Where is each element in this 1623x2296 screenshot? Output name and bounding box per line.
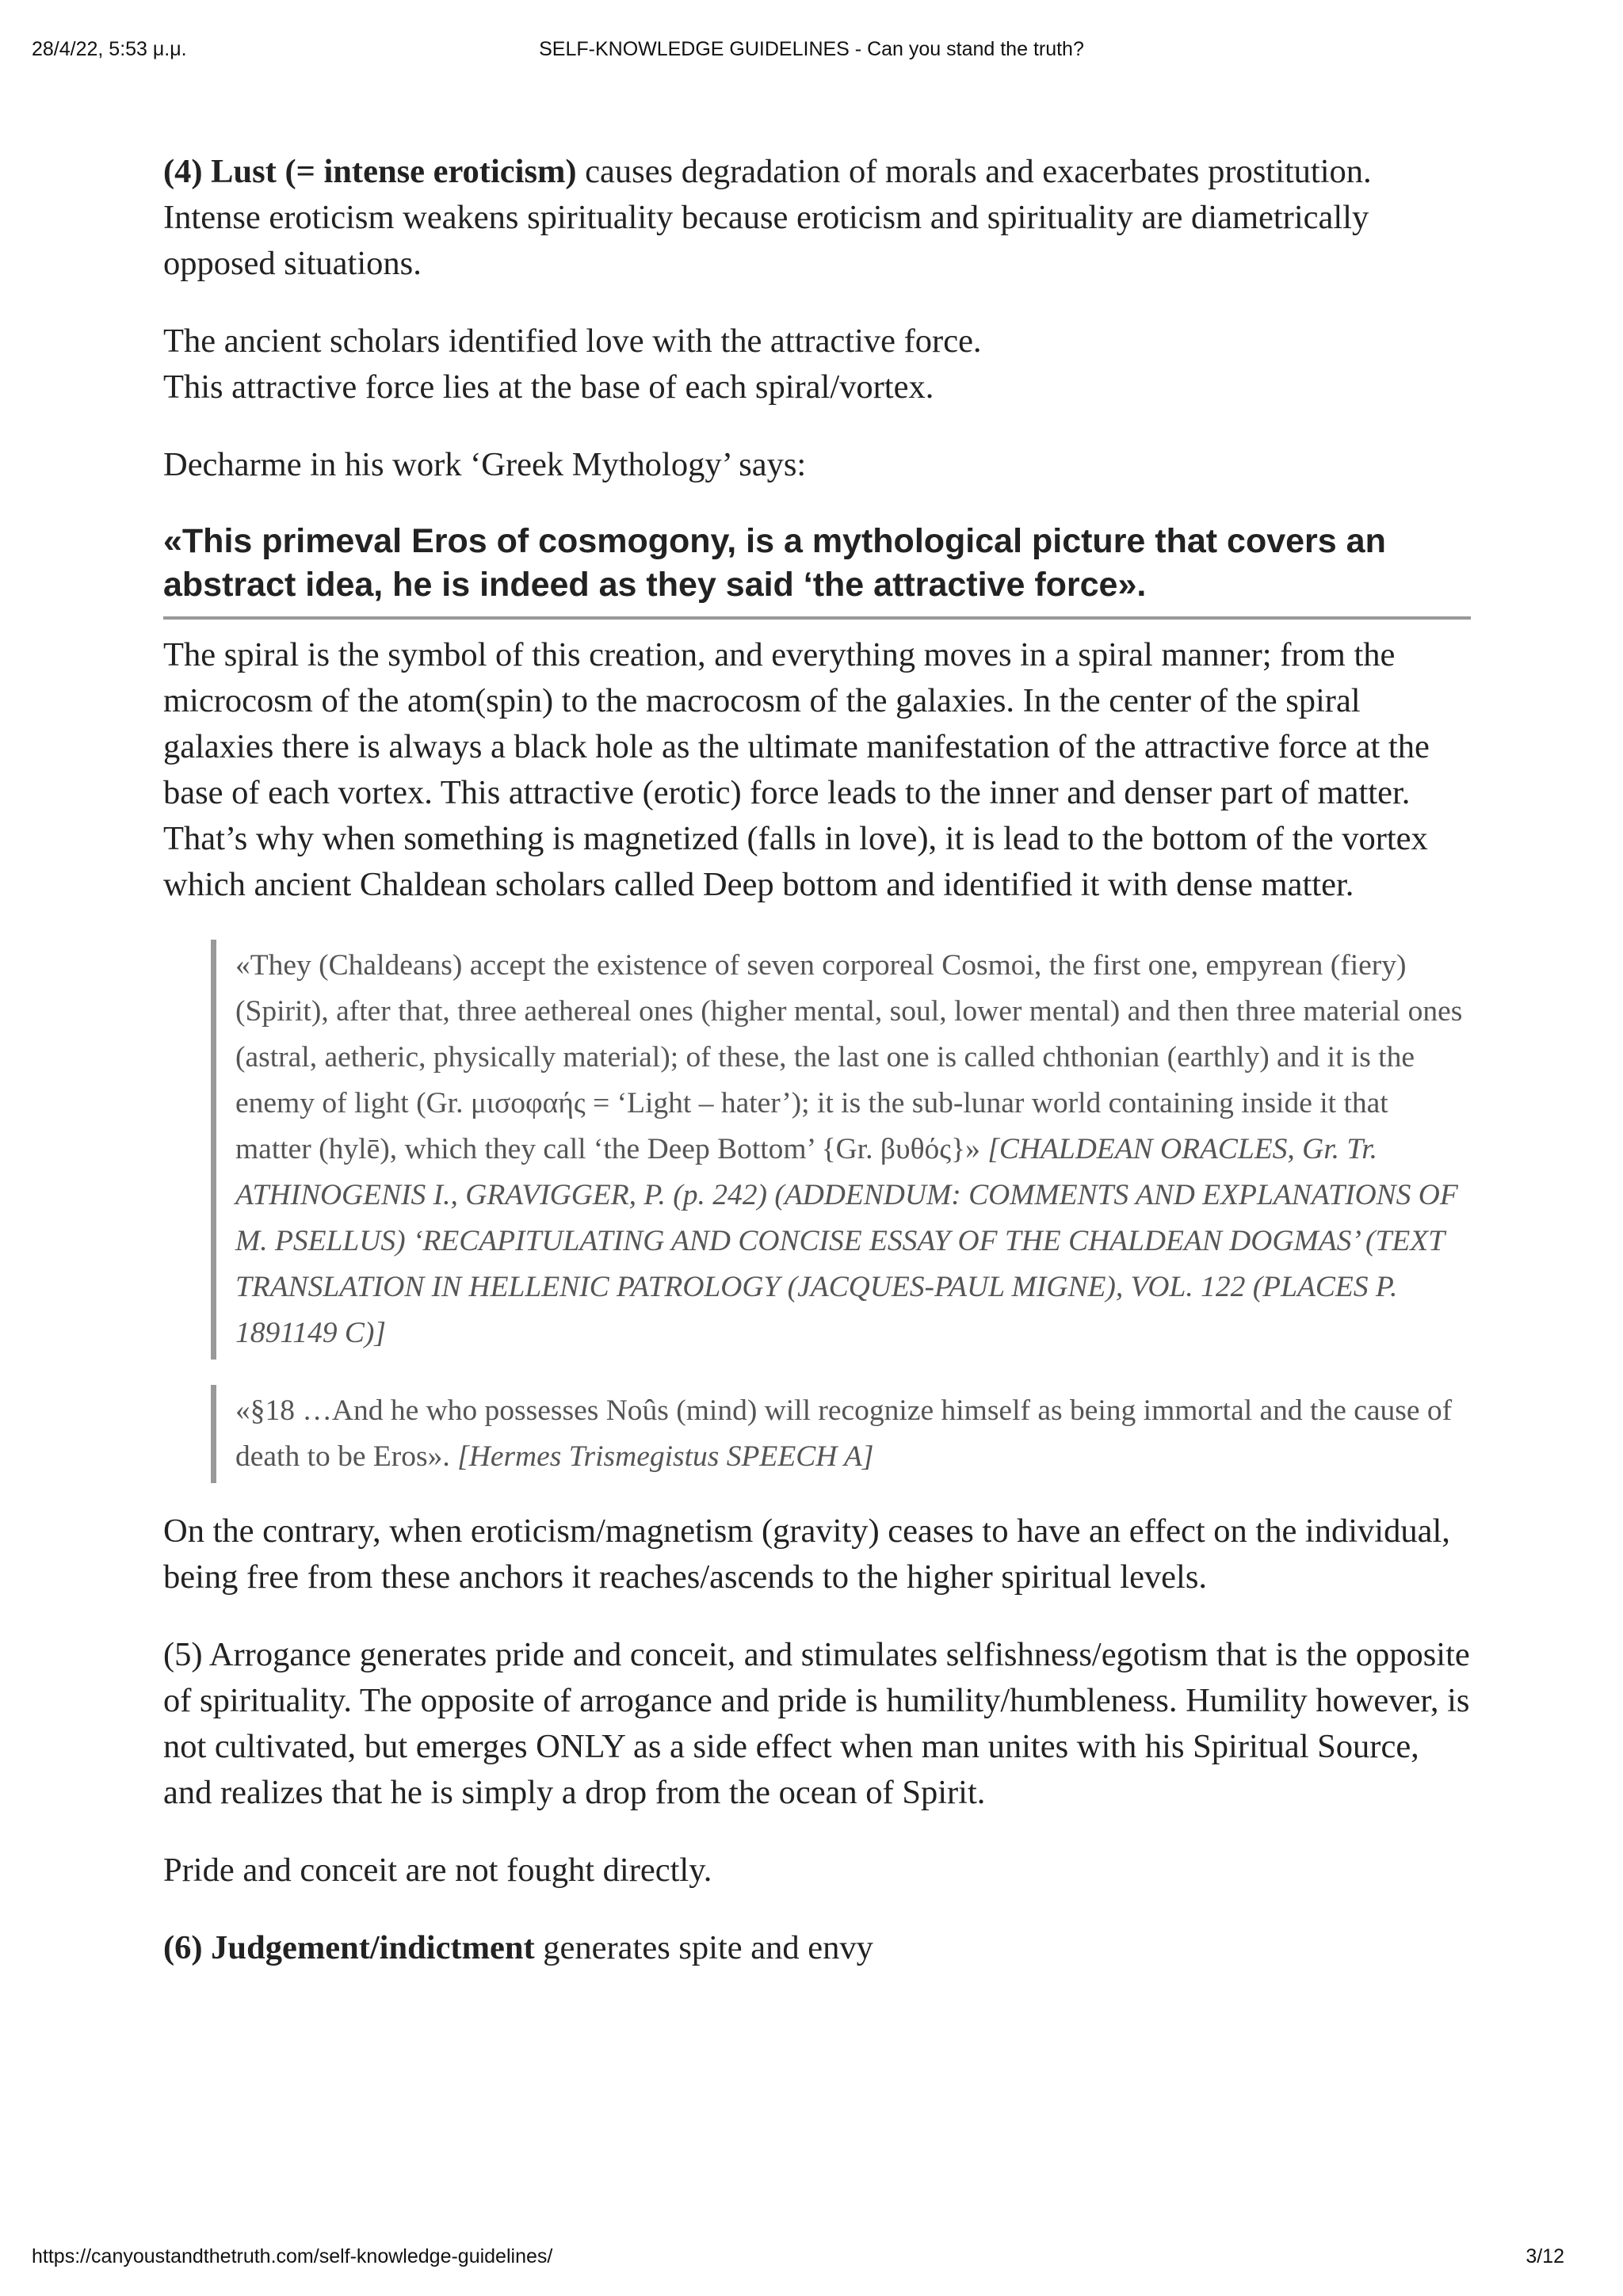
paragraph-decharme: Decharme in his work ‘Greek Mythology’ says: — [163, 446, 807, 483]
chaldean-citation: [CHALDEAN ORACLES, Gr. Tr. ATHINOGENIS I., GRAVIGGER, P. (p. 242) (ADDENDUM: COMMENTS AND EXPLANATIONS OF M. PSELLUS) ‘RECAPITULATING AND CONCISE ESSAY OF THE CHALDEAN DOGMAS’ (TEXT TRANSLATION IN HELLENIC PATROLOGY (JACQUES-PAUL MIGNE), VOL. 122 (PLACES P. 1891149 C)] — [235, 1133, 1458, 1349]
heading-judgement: (6) Judgement/indictment — [163, 1929, 535, 1966]
ancient-line-2: This attractive force lies at the base of each spiral/vortex. — [163, 368, 934, 406]
pull-quote-eros: «This primeval Eros of cosmogony, is a mythological picture that covers an abstract idea, he is indeed as they said ‘the attractive force». — [163, 520, 1471, 620]
hermes-quote-text: «§18 …And he who possesses Noûs (mind) will recognize himself as being immortal and the cause of death to be Eros». — [235, 1394, 1453, 1473]
paragraph-contrary: On the contrary, when eroticism/magnetism (gravity) ceases to have an effect on the individual, being free from these anchors it reaches/ascends to the higher spiritual levels. — [163, 1512, 1450, 1596]
hermes-citation: [Hermes Trismegistus SPEECH A] — [457, 1440, 874, 1473]
chaldean-quote-text: «They (Chaldeans) accept the existence of seven corporeal Cosmoi, the first one, empyrean (fiery) (Spirit), after that, three aethereal ones (higher mental, soul, lower mental) and then three material ones (astral, aetheric, physically material); of these, the last one is called chthonian (earthly) and it is the enemy of light (Gr. μισοφαής = ‘Light – hater’); it is the sub-lunar world containing inside it that matter (hylē), which they call ‘the Deep Bottom’ {Gr. βυθός}» — [235, 949, 1463, 1165]
print-page-number: 3/12 — [1526, 2245, 1564, 2267]
lust-text: causes degradation of morals and exacerbates prostitution. Intense eroticism weakens spirituality because eroticism and spirituality are diametrically opposed situations. — [163, 153, 1372, 282]
blockquote-chaldean — [211, 940, 1471, 1360]
print-url: https://canyoustandthetruth.com/self-knowledge-guidelines/ — [32, 2245, 553, 2267]
print-datetime: 28/4/22, 5:53 μ.μ. — [32, 38, 187, 60]
paragraph-judgement — [163, 1925, 1471, 1971]
paragraph-arrogance: (5) Arrogance generates pride and conceit, and stimulates selfishness/egotism that is the opposite of spirituality. The opposite of arrogance and pride is humility/humbleness. Humility however, is not cultivated, but emerges ONLY as a side effect when man unites with his Spiritual Source, and realizes that he is simply a drop from the ocean of Spirit. — [163, 1636, 1470, 1811]
print-page-title: SELF-KNOWLEDGE GUIDELINES - Can you stand the truth? — [539, 38, 1084, 60]
article-body — [163, 149, 1471, 2003]
blockquote-hermes — [211, 1385, 1471, 1483]
paragraph-pride: Pride and conceit are not fought directly. — [163, 1852, 712, 1889]
judgement-text: generates spite and envy — [534, 1929, 873, 1966]
paragraph-ancient-scholars — [163, 318, 1471, 410]
heading-lust: (4) Lust (= intense eroticism) — [163, 153, 577, 190]
paragraph-spiral: The spiral is the symbol of this creation, and everything moves in a spiral manner; from the microcosm of the atom(spin) to the macrocosm of the galaxies. In the center of the spiral galaxies there is always a black hole as the ultimate manifestation of the attractive force at the base of each vortex. This attractive (erotic) force leads to the inner and denser part of matter. That’s why when something is magnetized (falls in love), it is lead to the bottom of the vortex which ancient Chaldean scholars called Deep bottom and identified it with dense matter. — [163, 636, 1430, 903]
paragraph-lust — [163, 149, 1471, 287]
ancient-line-1: The ancient scholars identified love with the attractive force. — [163, 322, 982, 360]
